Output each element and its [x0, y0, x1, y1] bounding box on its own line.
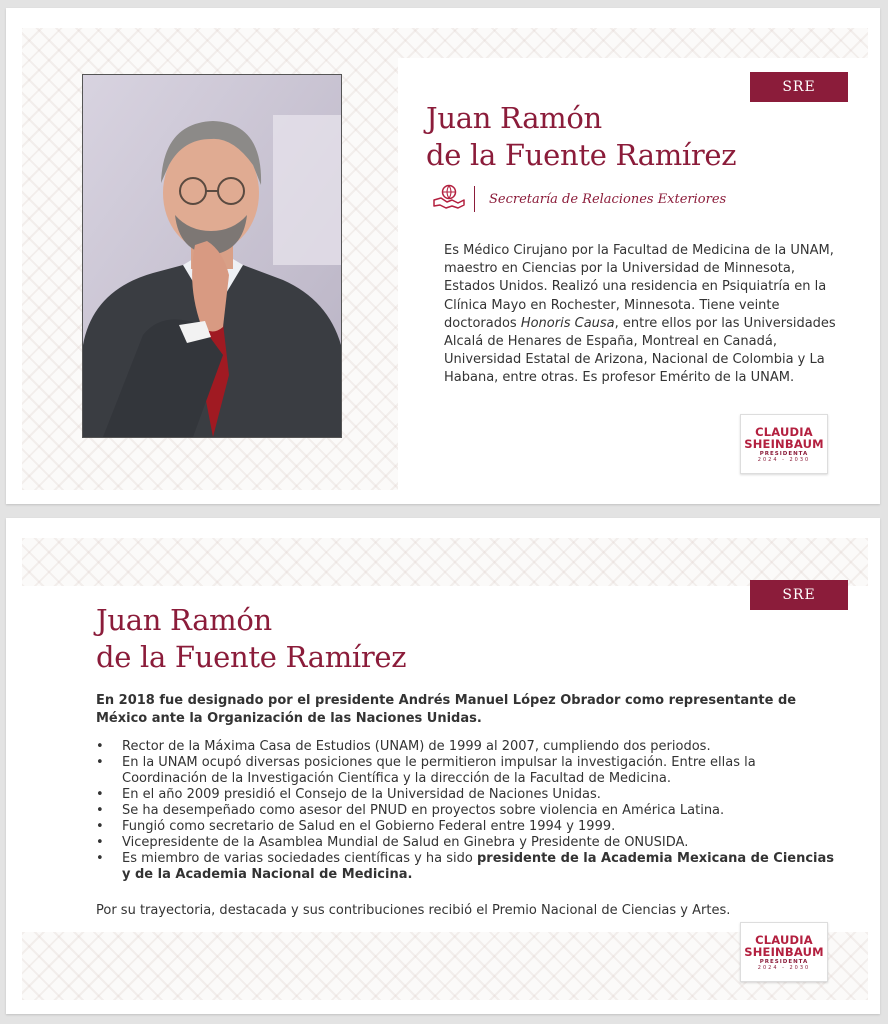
sre-badge: SRE	[750, 580, 848, 610]
person-name	[426, 100, 736, 174]
name-line-2: de la Fuente Ramírez	[96, 640, 407, 674]
bio-italic: Honoris Causa	[520, 315, 615, 331]
logo-line-3: PRESIDENTA	[759, 958, 809, 965]
logo-line-1: CLAUDIA	[755, 932, 813, 947]
list-item	[96, 851, 836, 883]
bio-part-1: Es Médico Cirujano por la Facultad de Medicina de la UNAM, maestro en Ciencias por la Universidad de Minnesota, Estados Unidos. Realizó una residencia en Psiquiatría en la Clínica Mayo en Rochester, Minnesota. Tiene veinte doctorados	[444, 243, 834, 331]
list-item: • Rector de la Máxima Casa de Estudios (UNAM) de 1999 al 2007, cumpliendo dos periodos.	[96, 739, 836, 755]
list-item: • En la UNAM ocupó diversas posiciones que le permitieron impulsar la investigación. Entre ellas la Coordinación de la Investigación Científica y la dirección de la Facultad de Medicina.	[96, 755, 836, 787]
department-separator	[474, 186, 475, 212]
claudia-sheinbaum-logo	[740, 922, 828, 982]
portrait-photo	[82, 74, 342, 438]
logo-line-2: SHEINBAUM	[744, 944, 824, 959]
career-list	[96, 739, 836, 883]
claudia-sheinbaum-logo	[740, 414, 828, 474]
bio-part-2: , entre ellos por las Universidades Alcalá de Henares de España, Montreal en Canadá, Universidad Estatal de Arizona, Nacional de Colombia y La Habana, entre otras. Es profesor Emérito de la UNAM.	[444, 315, 836, 386]
sre-badge: SRE	[750, 72, 848, 102]
department-row	[432, 184, 726, 214]
logo-line-1: CLAUDIA	[755, 424, 813, 439]
profile-card-1	[6, 8, 880, 504]
list-item: • Vicepresidente de la Asamblea Mundial de Salud en Ginebra y Presidente de ONUSIDA.	[96, 835, 836, 851]
department-name: Secretaría de Relaciones Exteriores	[489, 191, 727, 207]
list-item-bold-text: presidente de la Academia Mexicana de Ciencias y de la Academia Nacional de Medicina.	[122, 851, 835, 882]
name-line-1: Juan Ramón	[96, 603, 272, 637]
background-pattern-top	[22, 538, 868, 586]
logo-line-4: 2024 - 2030	[757, 964, 811, 971]
closing-paragraph: Por su trayectoria, destacada y sus contribuciones recibió el Premio Nacional de Ciencias y Artes.	[96, 903, 731, 918]
logo-line-4: 2024 - 2030	[757, 456, 811, 463]
profile-card-2	[6, 518, 880, 1014]
logo-line-2: SHEINBAUM	[744, 436, 824, 451]
logo-line-3: PRESIDENTA	[759, 450, 809, 457]
biography-text	[444, 242, 844, 388]
name-line-1: Juan Ramón	[426, 101, 602, 135]
person-name	[96, 602, 406, 676]
list-item: • Se ha desempeñado como asesor del PNUD en proyectos sobre violencia en América Latina.	[96, 803, 836, 819]
list-item-text: Es miembro de varias sociedades científicas y ha sido	[122, 851, 477, 866]
list-item: • Fungió como secretario de Salud en el Gobierno Federal entre 1994 y 1999.	[96, 819, 836, 835]
handshake-globe-icon	[432, 184, 466, 214]
lead-paragraph: En 2018 fue designado por el presidente Andrés Manuel López Obrador como representante de México ante la Organización de las Naciones Unidas.	[96, 693, 797, 726]
name-line-2: de la Fuente Ramírez	[426, 138, 737, 172]
list-item: • En el año 2009 presidió el Consejo de la Universidad de Naciones Unidas.	[96, 787, 836, 803]
